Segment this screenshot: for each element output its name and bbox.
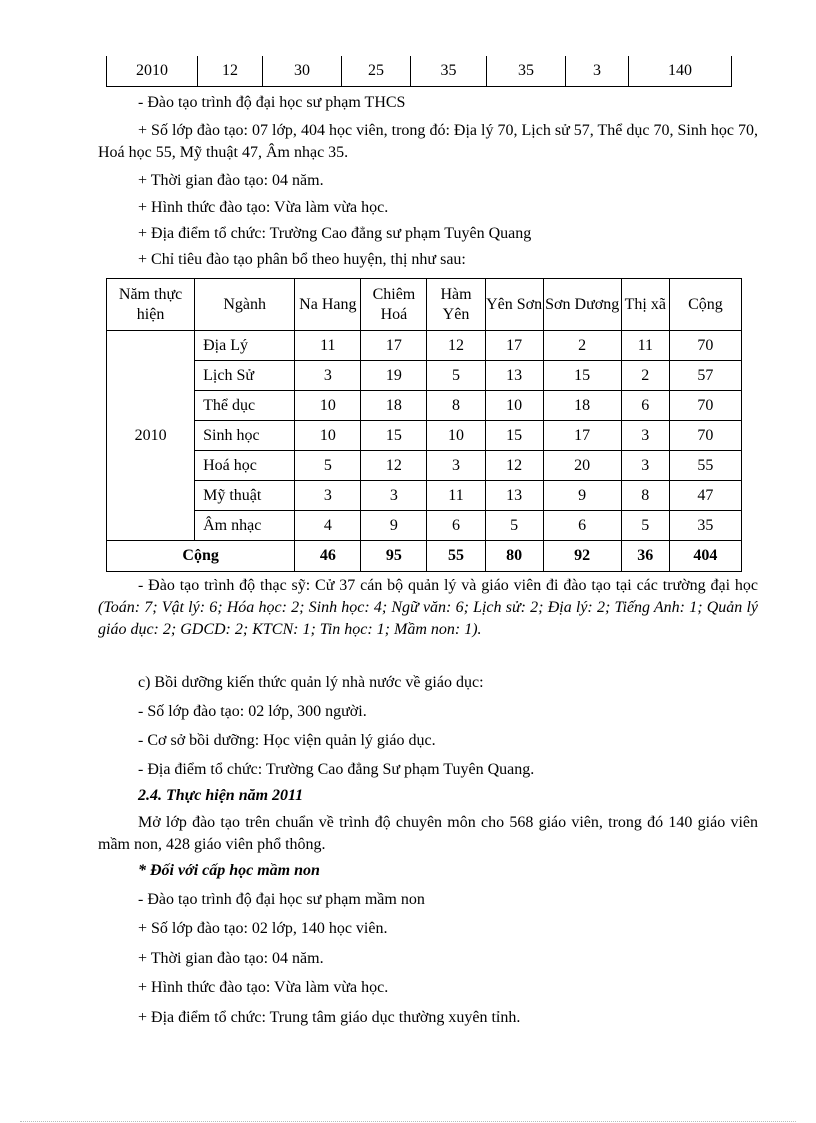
table-cell: 18 [543,391,621,421]
thcs-location: + Địa điểm tổ chức: Trường Cao đẳng sư phạm Tuyên Quang [138,225,532,242]
table-cell: 11 [427,481,485,511]
table-row [107,481,742,511]
table-cell: 8 [621,481,669,511]
table-row [107,391,742,421]
table-row [107,451,742,481]
preschool-training: - Đào tạo trình độ đại học sư phạm mầm non [138,891,425,908]
table-cell: 10 [295,421,361,451]
table-cell: 13 [485,361,543,391]
table-cell: 15 [485,421,543,451]
table-cell: 17 [361,331,427,361]
table-cell: 6 [543,511,621,541]
header-thi-xa: Thị xã [621,279,669,331]
table-cell: 15 [543,361,621,391]
table-total-row [107,541,742,572]
table-cell: 10 [427,421,485,451]
section-2-4-heading: 2.4. Thực hiện năm 2011 [138,787,304,804]
section-2-4-paragraph: Mở lớp đào tạo trên chuẩn về trình độ chuyên môn cho 568 giáo viên, trong đó 140 giáo viên mầm non, 428 giáo viên phổ thông. [98,814,758,853]
table-cell: 25 [342,56,411,87]
table-cell: 9 [361,511,427,541]
total-cell: 404 [669,541,741,572]
thcs-classes: + Số lớp đào tạo: 07 lớp, 404 học viên, trong đó: Địa lý 70, Lịch sử 57, Thể dục 70, Sinh học 70, Hoá học 55, Mỹ thuật 47, Âm nhạc 35. [98,122,758,161]
c-classes: - Số lớp đào tạo: 02 lớp, 300 người. [138,703,367,720]
masters-detail: (Toán: 7; Vật lý: 6; Hóa học: 2; Sinh học: 4; Ngữ văn: 6; Lịch sử: 2; Địa lý: 2; Tiếng Anh: 1; Quản lý giáo dục: 2; GDCD: 2; KTCN: 1; Tin học: 1; Mầm non: 1). [98,599,758,638]
header-yen-son: Yên Sơn [485,279,543,331]
table-cell: 10 [295,391,361,421]
year-cell: 2010 [107,331,195,541]
table-cell: 12 [361,451,427,481]
table-cell: 6 [621,391,669,421]
table-cell: 12 [427,331,485,361]
table-cell: 12 [485,451,543,481]
table-cell: 3 [361,481,427,511]
table-cell: 20 [543,451,621,481]
table-cell: 3 [295,481,361,511]
header-chiem-hoa: Chiêm Hoá [361,279,427,331]
thcs-heading: - Đào tạo trình độ đại học sư phạm THCS [138,94,406,111]
preschool-classes: + Số lớp đào tạo: 02 lớp, 140 học viên. [138,920,388,937]
preschool-heading: * Đối với cấp học mầm non [138,862,320,879]
table-cell: 2 [621,361,669,391]
c-location: - Địa điểm tổ chức: Trường Cao đẳng Sư phạm Tuyên Quang. [138,761,535,778]
preschool-location: + Địa điểm tổ chức: Trung tâm giáo dục thường xuyên tỉnh. [138,1009,521,1026]
header-ham-yen: Hàm Yên [427,279,485,331]
table-cell: 5 [621,511,669,541]
row-name: Mỹ thuật [195,481,295,511]
header-field: Ngành [195,279,295,331]
total-cell: 55 [427,541,485,572]
table-header-row [107,279,742,331]
table-cell: 3 [427,451,485,481]
table-cell: 5 [427,361,485,391]
table-cell: 3 [295,361,361,391]
quota-table [106,278,742,572]
table-cell: 8 [427,391,485,421]
total-label: Cộng [107,541,295,572]
masters-paragraph [98,575,758,641]
table-cell: 6 [427,511,485,541]
table-cell: 57 [669,361,741,391]
header-year: Năm thực hiện [107,279,195,331]
row-name: Thể dục [195,391,295,421]
header-son-duong: Sơn Dương [543,279,621,331]
preschool-duration: + Thời gian đào tạo: 04 năm. [138,950,324,967]
table-row [107,331,742,361]
row-name: Lịch Sử [195,361,295,391]
total-cell: 36 [621,541,669,572]
table-row [107,361,742,391]
total-cell: 92 [543,541,621,572]
table-cell: 2 [543,331,621,361]
table-cell: 5 [485,511,543,541]
table-cell: 17 [485,331,543,361]
table-cell: 35 [669,511,741,541]
thcs-quota-intro: + Chỉ tiêu đào tạo phân bổ theo huyện, thị như sau: [138,251,466,268]
row-name: Âm nhạc [195,511,295,541]
header-total: Cộng [669,279,741,331]
masters-text: - Đào tạo trình độ thạc sỹ: Cử 37 cán bộ quản lý và giáo viên đi đào tạo tại các trường đại học [138,577,758,594]
section-c-title: c) Bồi dưỡng kiến thức quản lý nhà nước về giáo dục: [138,674,484,691]
row-name: Hoá học [195,451,295,481]
table-cell: 3 [621,421,669,451]
thcs-duration: + Thời gian đào tạo: 04 năm. [138,172,324,189]
table-cell: 3 [621,451,669,481]
previous-table-last-row [106,56,732,87]
header-na-hang: Na Hang [295,279,361,331]
table-cell: 17 [543,421,621,451]
table-cell: 35 [411,56,487,87]
preschool-form: + Hình thức đào tạo: Vừa làm vừa học. [138,979,389,996]
row-name: Sinh học [195,421,295,451]
row-name: Địa Lý [195,331,295,361]
total-cell: 95 [361,541,427,572]
c-institution: - Cơ sở bồi dưỡng: Học viện quản lý giáo dục. [138,732,436,749]
table-cell: 140 [629,56,732,87]
table-cell: 9 [543,481,621,511]
table-cell: 4 [295,511,361,541]
table-row [107,421,742,451]
table-cell: 47 [669,481,741,511]
table-cell: 11 [621,331,669,361]
table-cell: 2010 [107,56,198,87]
table-cell: 19 [361,361,427,391]
thcs-form: + Hình thức đào tạo: Vừa làm vừa học. [138,199,389,216]
table-cell: 70 [669,331,741,361]
table-cell: 55 [669,451,741,481]
table-cell: 70 [669,421,741,451]
table-row [107,511,742,541]
table-cell: 13 [485,481,543,511]
page-bottom-divider [20,1121,796,1122]
total-cell: 46 [295,541,361,572]
table-cell: 12 [198,56,263,87]
table-cell: 18 [361,391,427,421]
table-row [107,56,732,87]
table-cell: 35 [487,56,566,87]
table-cell: 30 [263,56,342,87]
total-cell: 80 [485,541,543,572]
table-cell: 5 [295,451,361,481]
table-cell: 15 [361,421,427,451]
table-cell: 70 [669,391,741,421]
table-cell: 10 [485,391,543,421]
table-cell: 3 [566,56,629,87]
table-cell: 11 [295,331,361,361]
